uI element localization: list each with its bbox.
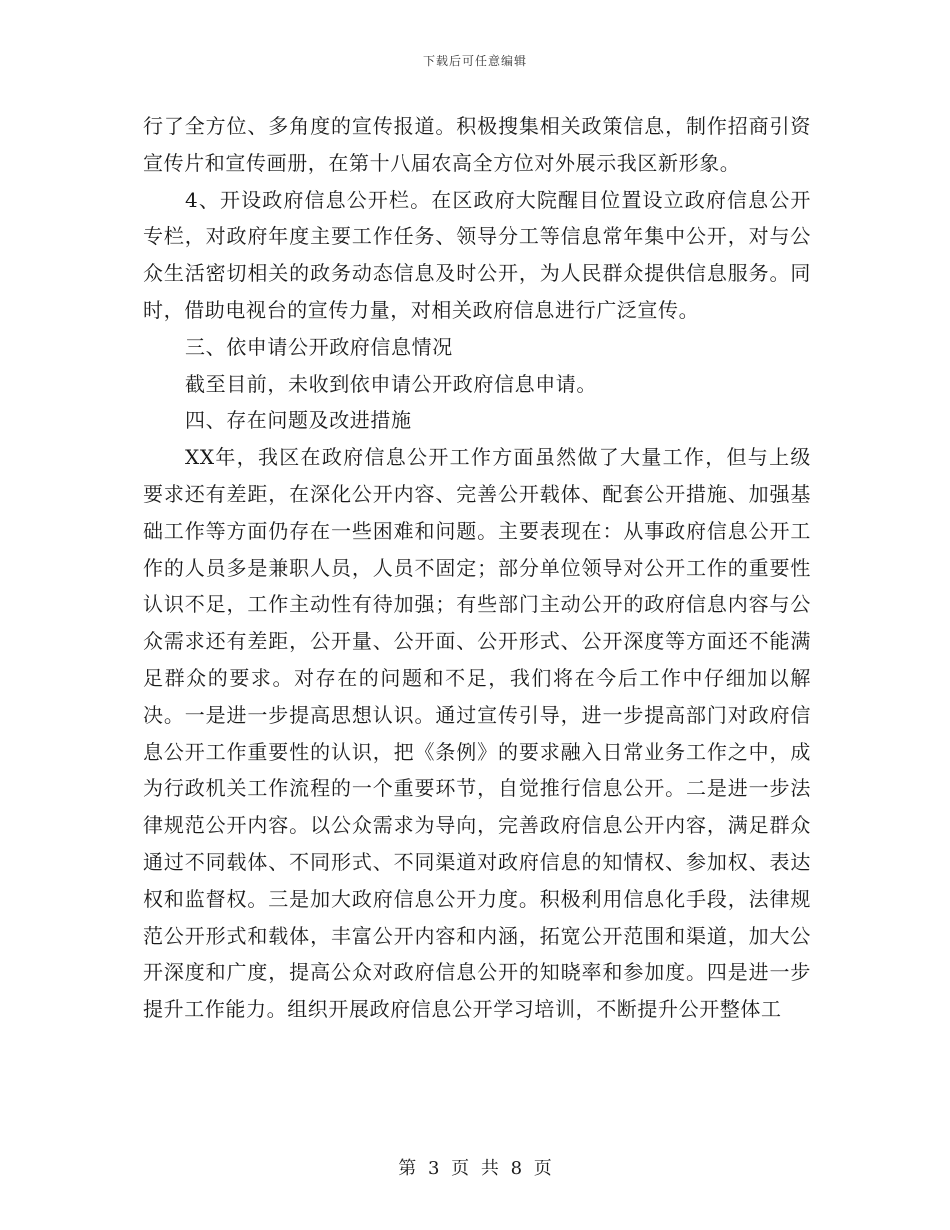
paragraph: 4、开设政府信息公开栏。在区政府大院醒目位置设立政府信息公开专栏，对政府年度主要工作任务、领导分工等信息常年集中公开，对与公众生活密切相关的政务动态信息及时公开，为人民群众提供信息服务。同时，借助电视台的宣传力量，对相关政府信息进行广泛宣传。 bbox=[143, 187, 811, 322]
section-heading: 三、依申请公开政府信息情况 bbox=[185, 334, 453, 359]
paragraph: 截至目前，未收到依申请公开政府信息申请。 bbox=[185, 371, 597, 396]
page-number: 第 3 页 共 8 页 bbox=[398, 1158, 552, 1179]
section-heading: 四、存在问题及改进措施 bbox=[185, 408, 412, 433]
paragraph: 行了全方位、多角度的宣传报道。积极搜集相关政策信息，制作招商引资宣传片和宣传画册，在第十八届农高全方位对外展示我区新形象。 bbox=[143, 114, 811, 175]
paragraph: XX年，我区在政府信息公开工作方面虽然做了大量工作，但与上级要求还有差距，在深化公开内容、完善公开载体、配套公开措施、加强基础工作等方面仍存在一些困难和问题。主要表现在：从事政府信息公开工作的人员多是兼职人员，人员不固定；部分单位领导对公开工作的重要性认识不足，工作主动性有待加强；有些部门主动公开的政府信息内容与公众需求还有差距，公开量、公开面、公开形式、公开深度等方面还不能满足群众的要求。对存在的问题和不足，我们将在今后工作中仔细加以解决。一是进一步提高思想认识。通过宣传引导，进一步提高部门对政府信息公开工作重要性的认识，把《条例》的要求融入日常业务工作之中，成为行政机关工作流程的一个重要环节，自觉推行信息公开。二是进一步法律规范公开内容。以公众需求为导向，完善政府信息公开内容，满足群众通过不同载体、不同形式、不同渠道对政府信息的知情权、参加权、表达权和监督权。三是加大政府信息公开力度。积极利用信息化手段，法律规范公开形式和载体，丰富公开内容和内涵，拓宽公开范围和渠道，加大公开深度和广度，提高公众对政府信息公开的知晓率和参加度。四是进一步提升工作能力。组织开展政府信息公开学习培训，不断提升公开整体工 bbox=[143, 445, 811, 1022]
page-header: 下载后可任意编辑 bbox=[422, 54, 527, 68]
document-body bbox=[143, 108, 811, 1028]
